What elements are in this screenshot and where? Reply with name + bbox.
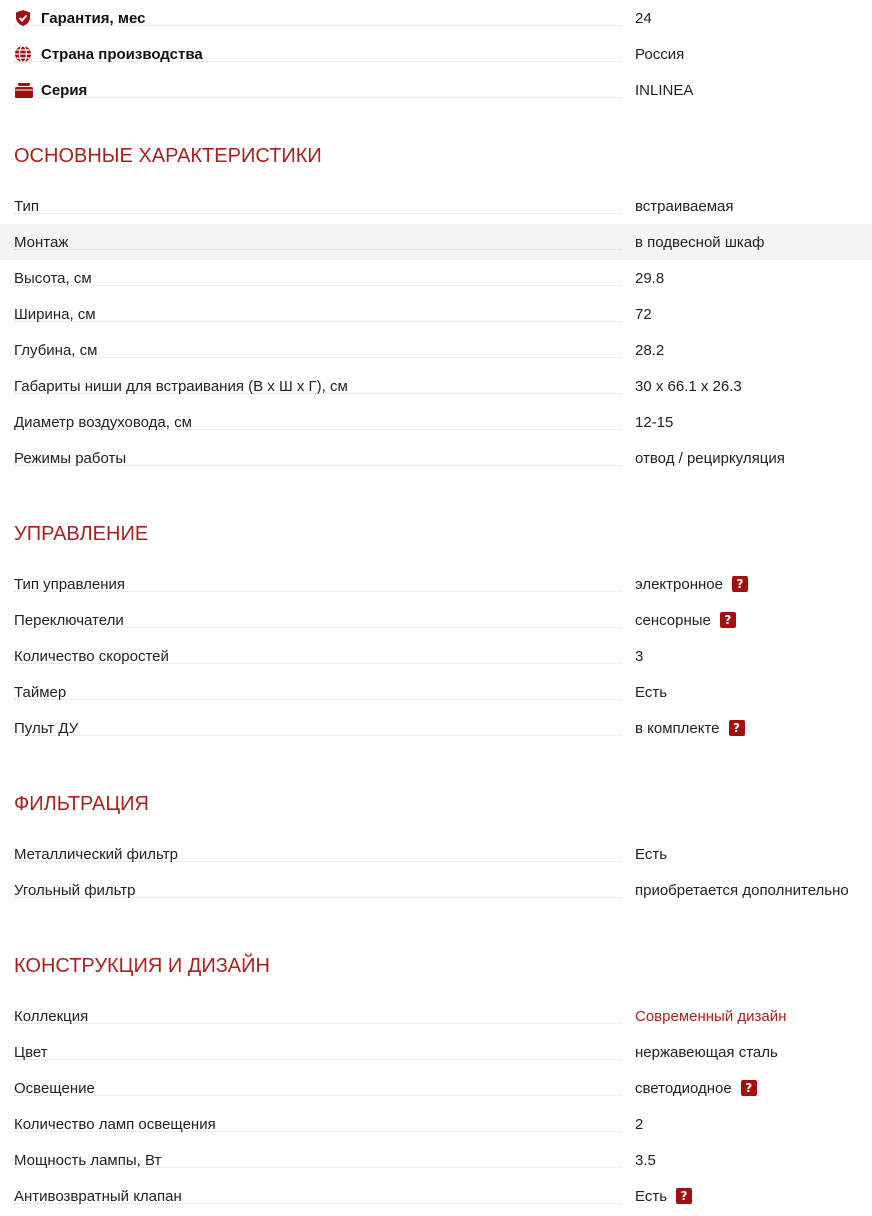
spec-value-cell xyxy=(635,836,667,872)
spec-label: Высота, см xyxy=(14,269,92,287)
spec-label-cell xyxy=(14,188,622,224)
spec-label-cell xyxy=(14,72,622,108)
spec-row xyxy=(0,566,872,602)
spec-row xyxy=(0,0,872,36)
spec-label: Тип управления xyxy=(14,575,125,593)
spec-label: Глубина, см xyxy=(14,341,98,359)
spec-row xyxy=(0,188,872,224)
dotted-leader xyxy=(14,321,622,322)
spec-label-cell xyxy=(14,368,622,404)
spec-value: 30 x 66.1 x 26.3 xyxy=(635,377,742,395)
spec-row xyxy=(0,368,872,404)
spec-value-cell xyxy=(635,998,786,1034)
spec-value: в комплекте xyxy=(635,719,720,737)
spec-label-cell xyxy=(14,1070,622,1106)
help-icon[interactable]: ? xyxy=(720,612,736,628)
spec-row xyxy=(0,1106,872,1142)
spec-row xyxy=(0,1178,872,1214)
dotted-leader xyxy=(14,1095,622,1096)
spec-row xyxy=(0,404,872,440)
spec-label: Освещение xyxy=(14,1079,95,1097)
globe-icon xyxy=(14,45,32,63)
spec-value-cell xyxy=(635,674,667,710)
spec-value: 2 xyxy=(635,1115,644,1133)
spec-label-cell xyxy=(14,998,622,1034)
spec-section xyxy=(0,138,872,476)
spec-value: 3 xyxy=(635,647,644,665)
help-icon[interactable]: ? xyxy=(676,1188,692,1204)
spec-value-cell xyxy=(635,710,745,746)
spec-value: в подвесной шкаф xyxy=(635,233,765,251)
dotted-leader xyxy=(14,1059,622,1060)
spec-value: сенсорные xyxy=(635,611,711,629)
sections xyxy=(0,138,872,1214)
spec-label: Цвет xyxy=(14,1043,48,1061)
spec-label: Пульт ДУ xyxy=(14,719,79,737)
spec-label: Количество скоростей xyxy=(14,647,169,665)
spec-label-cell xyxy=(14,638,622,674)
spec-label-cell xyxy=(14,404,622,440)
spec-label-cell xyxy=(14,710,622,746)
spec-label: Мощность лампы, Вт xyxy=(14,1151,162,1169)
spec-value-cell xyxy=(635,566,748,602)
spec-value: светодиодное xyxy=(635,1079,732,1097)
spec-value-cell xyxy=(635,296,652,332)
spec-section xyxy=(0,786,872,908)
section-title: КОНСТРУКЦИЯ И ДИЗАЙН xyxy=(14,954,270,977)
dotted-leader xyxy=(14,97,622,98)
spec-row xyxy=(0,638,872,674)
spec-value: отвод / рециркуляция xyxy=(635,449,785,467)
dotted-leader xyxy=(14,285,622,286)
spec-row xyxy=(0,674,872,710)
spec-row xyxy=(0,710,872,746)
spec-value: нержавеющая сталь xyxy=(635,1043,778,1061)
spec-value-cell xyxy=(635,1178,692,1214)
dotted-leader xyxy=(14,357,622,358)
spec-value-cell xyxy=(635,72,693,108)
spec-label-cell xyxy=(14,260,622,296)
spec-label-cell xyxy=(14,566,622,602)
spec-label: Коллекция xyxy=(14,1007,89,1025)
help-icon[interactable]: ? xyxy=(732,576,748,592)
spec-label: Металлический фильтр xyxy=(14,845,178,863)
spec-label-cell xyxy=(14,332,622,368)
spec-value: 28.2 xyxy=(635,341,665,359)
spec-value-cell xyxy=(635,0,652,36)
spec-row xyxy=(0,296,872,332)
spec-label-cell xyxy=(14,0,622,36)
spec-value-cell xyxy=(635,188,734,224)
spec-label-cell xyxy=(14,836,622,872)
spec-section xyxy=(0,516,872,746)
spec-row xyxy=(0,998,872,1034)
spec-value: Есть xyxy=(635,1187,668,1205)
section-title: УПРАВЛЕНИЕ xyxy=(14,522,149,545)
spec-label: Режимы работы xyxy=(14,449,127,467)
spec-value: Есть xyxy=(635,845,668,863)
help-icon[interactable]: ? xyxy=(729,720,745,736)
spec-row xyxy=(0,224,872,260)
series-box-icon xyxy=(14,81,32,99)
help-icon[interactable]: ? xyxy=(741,1080,757,1096)
spec-label-cell xyxy=(14,36,622,72)
spec-value: Есть xyxy=(635,683,668,701)
spec-value: встраиваемая xyxy=(635,197,734,215)
spec-value-cell xyxy=(635,368,742,404)
spec-value: 12-15 xyxy=(635,413,674,431)
dotted-leader xyxy=(14,1023,622,1024)
spec-value: 72 xyxy=(635,305,652,323)
spec-label: Количество ламп освещения xyxy=(14,1115,216,1133)
spec-row xyxy=(0,332,872,368)
spec-label: Угольный фильтр xyxy=(14,881,136,899)
spec-label: Ширина, см xyxy=(14,305,96,323)
spec-label: Монтаж xyxy=(14,233,69,251)
spec-row xyxy=(0,1142,872,1178)
spec-label-cell xyxy=(14,440,622,476)
spec-row xyxy=(0,36,872,72)
spec-label-cell xyxy=(14,602,622,638)
spec-value-cell xyxy=(635,404,673,440)
spec-label-cell xyxy=(14,1178,622,1214)
spec-value: электронное xyxy=(635,575,723,593)
spec-value-cell xyxy=(635,36,684,72)
spec-value: Россия xyxy=(635,45,685,63)
spec-label: Серия xyxy=(41,81,88,99)
spec-label-cell xyxy=(14,1142,622,1178)
spec-label: Тип xyxy=(14,197,40,215)
spec-value-cell xyxy=(635,1142,656,1178)
spec-label: Диаметр воздуховода, см xyxy=(14,413,192,431)
spec-row xyxy=(0,260,872,296)
dotted-leader xyxy=(14,213,622,214)
spec-label-cell xyxy=(14,224,622,260)
spec-label-cell xyxy=(14,674,622,710)
spec-value-cell xyxy=(635,440,785,476)
spec-value: приобретается дополнительно xyxy=(635,881,849,899)
spec-value-cell xyxy=(635,1034,778,1070)
spec-value-cell xyxy=(635,332,664,368)
spec-label: Гарантия, мес xyxy=(41,9,146,27)
section-title: ОСНОВНЫЕ ХАРАКТЕРИСТИКИ xyxy=(14,144,322,167)
top-block xyxy=(0,0,872,108)
spec-row xyxy=(0,72,872,108)
spec-value: 24 xyxy=(635,9,652,27)
spec-value: 3.5 xyxy=(635,1151,656,1169)
dotted-leader xyxy=(14,699,622,700)
spec-value-cell xyxy=(635,224,764,260)
spec-row xyxy=(0,1034,872,1070)
spec-label: Страна производства xyxy=(41,45,203,63)
spec-label: Таймер xyxy=(14,683,67,701)
spec-value-cell xyxy=(635,1070,757,1106)
spec-value-cell xyxy=(635,872,849,908)
shield-check-icon xyxy=(14,9,32,27)
spec-value-link[interactable]: Современный дизайн xyxy=(635,1007,787,1025)
dotted-leader xyxy=(14,249,622,250)
spec-label: Переключатели xyxy=(14,611,124,629)
spec-row xyxy=(0,602,872,638)
spec-label-cell xyxy=(14,1106,622,1142)
spec-row xyxy=(0,872,872,908)
spec-value-cell xyxy=(635,638,643,674)
spec-value: 29.8 xyxy=(635,269,665,287)
spec-row xyxy=(0,440,872,476)
spec-value-cell xyxy=(635,602,736,638)
spec-value: INLINEA xyxy=(635,81,694,99)
spec-label-cell xyxy=(14,1034,622,1070)
spec-section xyxy=(0,948,872,1214)
spec-row xyxy=(0,836,872,872)
section-title: ФИЛЬТРАЦИЯ xyxy=(14,792,149,815)
spec-label-cell xyxy=(14,872,622,908)
dotted-leader xyxy=(14,735,622,736)
spec-value-cell xyxy=(635,1106,643,1142)
spec-label-cell xyxy=(14,296,622,332)
spec-row xyxy=(0,1070,872,1106)
spec-label: Габариты ниши для встраивания (В x Ш x Г), см xyxy=(14,377,348,395)
spec-label: Антивозвратный клапан xyxy=(14,1187,182,1205)
spec-value-cell xyxy=(635,260,664,296)
